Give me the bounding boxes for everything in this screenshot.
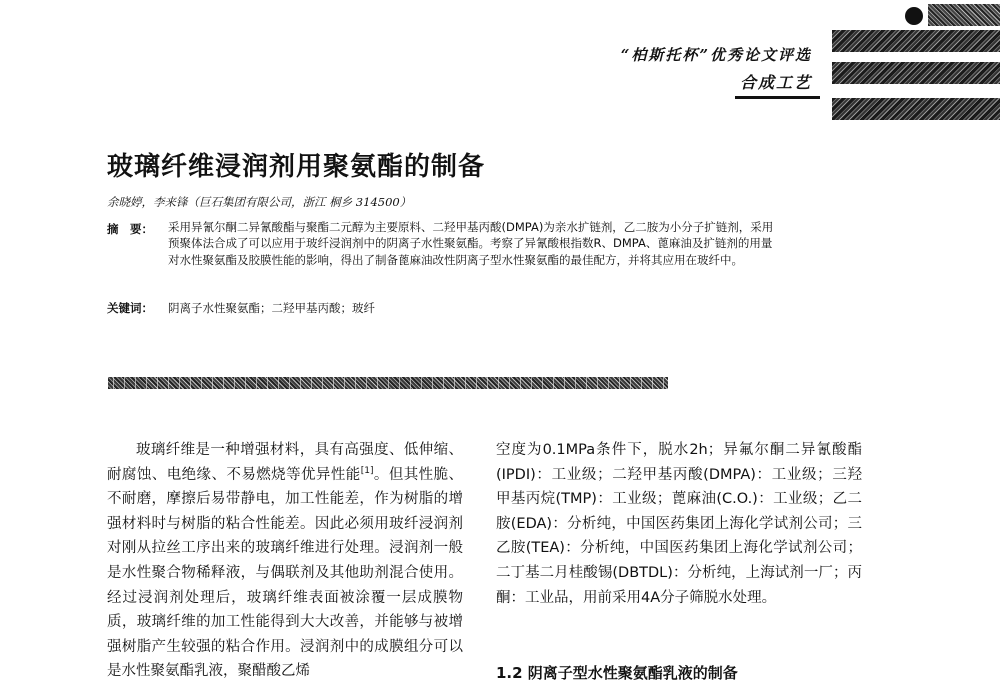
body-left-column [107, 438, 463, 684]
abstract-text: 采用异氰尔酮二异氰酸酯与聚酯二元醇为主要原料、二羟甲基丙酸(DMPA)为亲水扩链剂，乙二胺为小分子扩链剂，采用预聚体法合成了可以应用于玻纤浸润剂中的阴离子水性聚氨酯。考察了异氰酸根指数R、DMPA、蓖麻油及扩链剂的用量对水性聚氨酯及胶膜性能的影响，得出了制备蓖麻油改性阴离子型水性聚氨酯的最佳配方，并将其应用在玻纤中。 [168, 220, 774, 267]
body-right-column: 空度为0.1MPa条件下，脱水2h；异氟尔酮二异氰酸酯(IPDI)：工业级；二羟甲基丙酸(DMPA)：工业级；三羟甲基丙烷(TMP)：工业级；蓖麻油(C.O.)：工业级；乙二胺(EDA)：分析纯，中国医药集团上海化学试剂公司；三乙胺(TEA)：分析纯，中国医药集团上海化学试剂公司；二丁基二月桂酸锡(DBTDL)：分析纯，上海试剂一厂；丙酮：工业品，用前采用4A分子筛脱水处理。 [496, 442, 862, 606]
section-subheading: 1.2 阴离子型水性聚氨酯乳液的制备 [496, 664, 738, 682]
author-line: 余晓婷，李来锋（巨石集团有限公司，浙江 桐乡 314500） [107, 195, 412, 209]
keywords-text: 阴离子水性聚氨酯；二羟甲基丙酸；玻纤 [168, 301, 375, 315]
series-heading: “柏斯托杯”优秀论文评选 [620, 46, 812, 64]
body-text: 。但其性脆、不耐磨，摩擦后易带静电，加工性能差，作为树脂的增强材料时与树脂的粘合性能差。因此必须用玻纤浸润剂对刚从拉丝工序出来的玻璃纤维进行处理。浸润剂一般是水性聚合物稀释液，与偶联剂及其他助剂混合使用。经过浸润剂处理后，玻璃纤维表面被涂覆一层成膜物质，玻璃纤维的加工性能得到大大改善，并能够与被增强树脂产生较强的粘合作用。浸润剂中的成膜组分可以是水性聚氨酯乳液，聚醋酸乙烯 [107, 466, 464, 680]
article-title: 玻璃纤维浸润剂用聚氨酯的制备 [107, 152, 486, 182]
abstract-label: 摘 要： [107, 222, 153, 236]
corner-texture [832, 62, 1000, 84]
corner-texture [832, 98, 1000, 120]
corner-texture [928, 4, 1000, 26]
corner-ornament [905, 7, 923, 25]
corner-texture [832, 30, 1000, 52]
body-text: 玻璃纤维是一种增强材料，具有高强度、低伸缩、耐腐蚀、电绝缘、不易燃烧等优异性能 [107, 442, 463, 483]
header-rule [735, 96, 820, 99]
keywords-label: 关键词： [107, 301, 153, 315]
section-label: 合成工艺 [739, 73, 812, 92]
section-divider [108, 377, 668, 389]
citation-ref: [1] [360, 465, 374, 476]
